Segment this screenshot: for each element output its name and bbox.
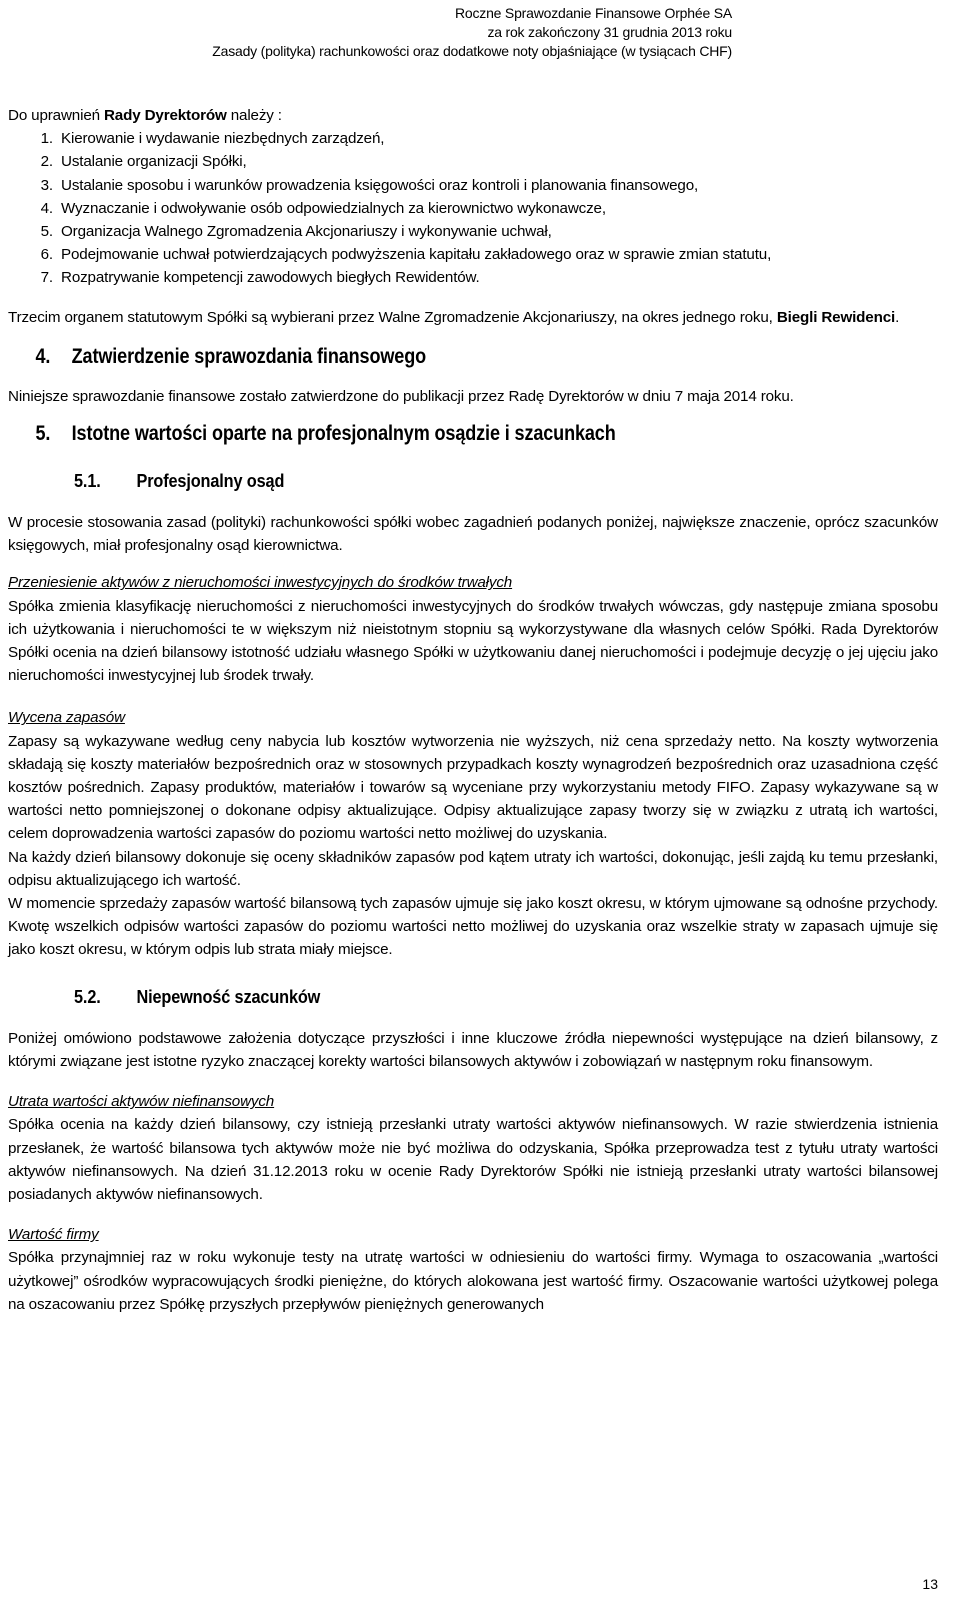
inventory-paragraph-1: Zapasy są wykazywane według ceny nabycia lub kosztów wytworzenia nie wyższych, niż cena sprzedaży netto. Na koszty wytworzenia składają się koszty materiałów bezpośrednich oraz w stosownych przypadkach koszty wynagrodzeń bezpośrednich oraz uzasadniona część kosztów pośrednich. Zapasy produktów, materiałów i towarów są wyceniane przy wykorzystaniu metody FIFO. Zapasy wykazywane są w wartości netto pomniejszonej o dokonane odpisy aktualizujące. Odpisy aktualizujące zapasy tworzy się w związku z utratą ich wartości, celem doprowadzenia wartości zapasów do poziomu wartości netto możliwej do uzyskania. bbox=[8, 732, 938, 843]
goodwill-subheading: Wartość firmy bbox=[8, 1226, 99, 1244]
transfer-subheading: Przeniesienie aktywów z nieruchomości inwestycyjnych do środków trwałych bbox=[8, 574, 513, 592]
professional-judgement-paragraph: W procesie stosowania zasad (polityki) rachunkowości spółki wobec zagadnień podanych poniżej, największe znaczenie, oprócz szacunków księgowych, miał profesjonalny osąd kierownictwa. bbox=[8, 514, 938, 555]
list-item: 7. Rozpatrywanie kompetencji zawodowych biegłych Rewidentów. bbox=[40, 269, 480, 287]
section-5-1-heading: 5.1. Profesjonalny osąd bbox=[74, 470, 285, 492]
rights-intro: Do uprawnień Rady Dyrektorów należy : bbox=[8, 107, 282, 124]
impairment-paragraph: Spółka ocenia na każdy dzień bilansowy, czy istnieją przesłanki utraty wartości aktywów niefinansowych. W razie stwierdzenia istnienia przesłanek, że wartość bilansowa tych aktywów może nie być możliwa do odzyskania, Spółka przeprowadza test z tytułu utraty wartości aktywów niefinansowych. Na dzień 31.12.2013 roku w ocenie Rady Dyrektorów Spółki nie istnieją przesłanki utraty wartości bilansowej posiadanych aktywów niefinansowych. bbox=[8, 1116, 938, 1203]
header-subject: Zasady (polityka) rachunkowości oraz dodatkowe noty objaśniające (w tysiącach CHF) bbox=[212, 43, 732, 59]
section-5-heading: 5. Istotne wartości oparte na profesjonalnym osądzie i szacunkach bbox=[35, 422, 616, 446]
inventory-paragraph-2: Na każdy dzień bilansowy dokonuje się oceny składników zapasów pod kątem utraty ich wartości, dokonując, jeśli zajdą ku temu przesłanki, odpisu aktualizującego ich wartość. bbox=[8, 848, 938, 889]
uncertainty-paragraph: Poniżej omówiono podstawowe założenia dotyczące przyszłości i inne kluczowe źródła niepewności występujące na dzień bilansowy, z którymi związane jest istotne ryzyko znaczącej korekty wartości bilansowych aktywów i zobowiązań w następnym roku finansowym. bbox=[8, 1029, 938, 1070]
list-item: 2. Ustalanie organizacji Spółki, bbox=[40, 153, 247, 171]
approval-paragraph: Niniejsze sprawozdanie finansowe zostało zatwierdzone do publikacji przez Radę Dyrektorów w dniu 7 maja 2014 roku. bbox=[8, 387, 794, 405]
list-item: 6. Podejmowanie uchwał potwierdzających podwyższenia kapitału zakładowego oraz w sprawie zmian statutu, bbox=[40, 246, 772, 264]
header-company: Roczne Sprawozdanie Finansowe Orphée SA bbox=[454, 5, 732, 21]
header-period: za rok zakończony 31 grudnia 2013 roku bbox=[487, 24, 732, 40]
section-4-heading: 4. Zatwierdzenie sprawozdania finansowego bbox=[35, 344, 427, 368]
inventory-subheading: Wycena zapasów bbox=[8, 709, 125, 727]
third-organ-paragraph: Trzecim organem statutowym Spółki są wybierani przez Walne Zgromadzenie Akcjonariuszy, na okres jednego roku, Biegli Rewidenci. bbox=[8, 308, 900, 326]
rights-list bbox=[8, 127, 938, 289]
page-number: 13 bbox=[922, 1576, 938, 1592]
list-item: 4. Wyznaczanie i odwoływanie osób odpowiedzialnych za kierownictwo wykonawcze, bbox=[40, 199, 606, 217]
list-item: 5. Organizacja Walnego Zgromadzenia Akcjonariuszy i wykonywanie uchwał, bbox=[40, 223, 552, 241]
section-5-2-heading: 5.2. Niepewność szacunków bbox=[74, 985, 321, 1007]
transfer-paragraph: Spółka zmienia klasyfikację nieruchomości z nieruchomości inwestycyjnych do środków trwałych wówczas, gdy następuje zmiana sposobu ich użytkowania i nieruchomości te w większym niż nieistotnym stopniu są wykorzystywane dla własnych celów Spółki. Rada Dyrektorów Spółki ocenia na dzień bilansowy istotność udziału własnego Spółki w użytkowaniu danej nieruchomości i podejmuje decyzję o jej ujęciu jako nieruchomości inwestycyjnej lub środek trwały. bbox=[8, 597, 938, 685]
list-item: 3. Ustalanie sposobu i warunków prowadzenia księgowości oraz kontroli i planowania finansowego, bbox=[40, 176, 699, 194]
impairment-subheading: Utrata wartości aktywów niefinansowych bbox=[8, 1093, 275, 1111]
list-item: 1. Kierowanie i wydawanie niezbędnych zarządzeń, bbox=[40, 130, 385, 148]
page-header bbox=[212, 4, 732, 61]
inventory-paragraph-3: W momencie sprzedaży zapasów wartość bilansową tych zapasów ujmuje się jako koszt okresu, w którym ujmowane są odnośne przychody. Kwotę wszelkich odpisów wartości zapasów do poziomu wartości netto możliwej do uzyskania oraz wszelkie straty w zapasach ujmuje się jako koszt okresu, w którym odpis lub strata miały miejsce. bbox=[8, 895, 938, 959]
document-body bbox=[8, 104, 938, 1316]
goodwill-paragraph: Spółka przynajmniej raz w roku wykonuje testy na utratę wartości w odniesieniu do wartości firmy. Wymaga to oszacowania „wartości użytkowej” ośrodków wypracowujących środki pieniężne, do których alokowana jest wartość firmy. Oszacowanie wartości użytkowej polega na oszacowaniu przez Spółkę przyszłych przepływów pieniężnych generowanych bbox=[8, 1249, 938, 1313]
